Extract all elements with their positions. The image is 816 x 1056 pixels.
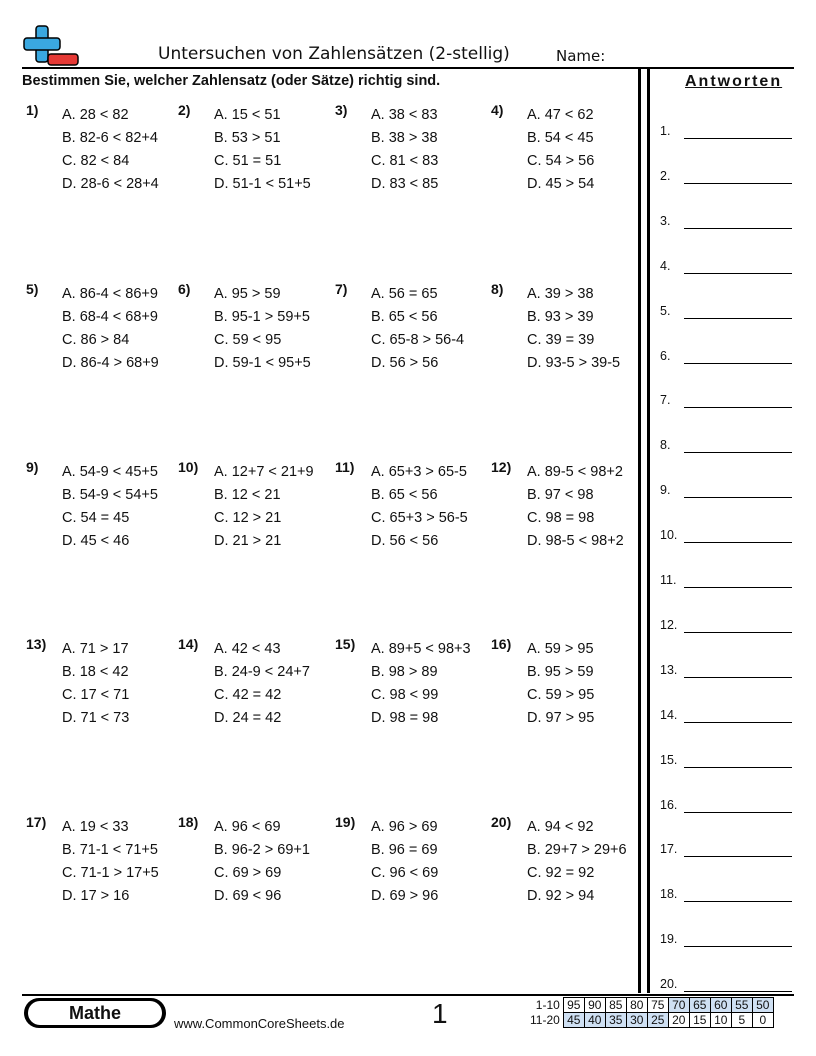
score-cell: 30 bbox=[626, 1013, 647, 1028]
score-row-label: 11-20 bbox=[530, 1013, 560, 1027]
problem-option: D. 28-6 < 28+4 bbox=[62, 176, 159, 192]
answer-row bbox=[660, 124, 792, 144]
problem-option: B. 71-1 < 71+5 bbox=[62, 842, 158, 858]
problem-7 bbox=[335, 281, 485, 377]
problem-option: A. 89+5 < 98+3 bbox=[371, 641, 471, 657]
problem-option: A. 47 < 62 bbox=[527, 107, 594, 123]
answer-number: 3. bbox=[660, 213, 671, 228]
problem-option: C. 59 < 95 bbox=[214, 332, 282, 348]
score-cell: 70 bbox=[668, 998, 689, 1013]
problem-option: B. 29+7 > 29+6 bbox=[527, 842, 627, 858]
problem-option: B. 97 < 98 bbox=[527, 487, 594, 503]
page-title: Untersuchen von Zahlensätzen (2-stellig) bbox=[158, 44, 510, 64]
problem-13 bbox=[26, 636, 176, 732]
problem-option: A. 71 > 17 bbox=[62, 641, 129, 657]
answer-blank[interactable] bbox=[684, 363, 792, 364]
answer-blank[interactable] bbox=[684, 138, 792, 139]
problem-5 bbox=[26, 281, 176, 377]
answer-number: 4. bbox=[660, 258, 671, 273]
answer-row bbox=[660, 663, 792, 683]
problem-option: D. 24 = 42 bbox=[214, 710, 282, 726]
score-cell: 20 bbox=[668, 1013, 689, 1028]
answer-blank[interactable] bbox=[684, 901, 792, 902]
answer-row bbox=[660, 259, 792, 279]
problem-number: 12) bbox=[491, 459, 512, 475]
problem-number: 16) bbox=[491, 636, 512, 652]
answer-row bbox=[660, 438, 792, 458]
problem-option: B. 38 > 38 bbox=[371, 130, 438, 146]
problem-14 bbox=[178, 636, 328, 732]
problem-option: B. 95-1 > 59+5 bbox=[214, 309, 310, 325]
answer-number: 11. bbox=[660, 573, 677, 587]
answer-blank[interactable] bbox=[684, 452, 792, 453]
problem-option: D. 69 < 96 bbox=[214, 888, 282, 904]
answer-blank[interactable] bbox=[684, 991, 792, 992]
problem-option: B. 98 > 89 bbox=[371, 664, 438, 680]
problem-6 bbox=[178, 281, 328, 377]
problem-option: A. 89-5 < 98+2 bbox=[527, 464, 623, 480]
answer-blank[interactable] bbox=[684, 812, 792, 813]
problem-option: A. 56 = 65 bbox=[371, 286, 438, 302]
problem-option: A. 42 < 43 bbox=[214, 641, 281, 657]
answer-row bbox=[660, 708, 792, 728]
problem-option: A. 94 < 92 bbox=[527, 819, 594, 835]
problem-option: B. 93 > 39 bbox=[527, 309, 594, 325]
problem-number: 13) bbox=[26, 636, 47, 652]
problem-option: B. 95 > 59 bbox=[527, 664, 594, 680]
score-cell: 55 bbox=[731, 998, 752, 1013]
problem-number: 20) bbox=[491, 814, 512, 830]
score-cell: 0 bbox=[752, 1013, 773, 1028]
score-cell: 15 bbox=[689, 1013, 710, 1028]
answer-number: 9. bbox=[660, 483, 671, 498]
problem-option: D. 97 > 95 bbox=[527, 710, 595, 726]
answer-row bbox=[660, 573, 792, 593]
problem-option: B. 68-4 < 68+9 bbox=[62, 309, 158, 325]
answer-number: 8. bbox=[660, 438, 671, 453]
problem-option: D. 93-5 > 39-5 bbox=[527, 355, 621, 371]
answer-number: 2. bbox=[660, 168, 671, 183]
score-cell: 85 bbox=[605, 998, 626, 1013]
score-cell: 60 bbox=[710, 998, 731, 1013]
problem-option: B. 65 < 56 bbox=[371, 487, 438, 503]
header-divider bbox=[22, 67, 794, 69]
problem-option: A. 15 < 51 bbox=[214, 107, 281, 123]
problem-9 bbox=[26, 459, 176, 555]
problem-option: D. 45 < 46 bbox=[62, 533, 130, 549]
score-cell: 40 bbox=[584, 1013, 605, 1028]
score-row-label: 1-10 bbox=[535, 998, 560, 1012]
answer-number: 15. bbox=[660, 752, 678, 767]
score-cell: 45 bbox=[563, 1013, 584, 1028]
problem-option: A. 96 > 69 bbox=[371, 819, 438, 835]
problem-12 bbox=[491, 459, 641, 555]
answer-blank[interactable] bbox=[684, 542, 792, 543]
problem-number: 3) bbox=[335, 102, 348, 118]
problem-16 bbox=[491, 636, 641, 732]
problem-option: A. 95 > 59 bbox=[214, 286, 281, 302]
answer-blank[interactable] bbox=[684, 856, 792, 857]
score-cell: 25 bbox=[647, 1013, 668, 1028]
problem-number: 5) bbox=[26, 281, 39, 297]
answer-blank[interactable] bbox=[684, 318, 792, 319]
answer-number: 20. bbox=[660, 977, 678, 992]
instructions: Bestimmen Sie, welcher Zahlensatz (oder Sätze) richtig sind. bbox=[22, 73, 441, 89]
answer-row bbox=[660, 214, 792, 234]
problem-option: A. 86-4 < 86+9 bbox=[62, 286, 158, 302]
score-table bbox=[527, 997, 774, 1028]
problem-number: 11) bbox=[335, 459, 355, 475]
answer-number: 17. bbox=[660, 842, 678, 857]
answer-row bbox=[660, 483, 792, 503]
answer-blank[interactable] bbox=[684, 183, 792, 184]
problem-number: 7) bbox=[335, 281, 348, 297]
problem-option: B. 65 < 56 bbox=[371, 309, 438, 325]
column-divider-right bbox=[647, 67, 650, 993]
problem-number: 6) bbox=[178, 281, 191, 297]
score-cell: 5 bbox=[731, 1013, 752, 1028]
problem-option: B. 53 > 51 bbox=[214, 130, 281, 146]
problem-4 bbox=[491, 102, 641, 198]
problem-20 bbox=[491, 814, 641, 910]
problem-option: C. 54 = 45 bbox=[62, 510, 130, 526]
problem-option: D. 51-1 < 51+5 bbox=[214, 176, 311, 192]
answer-blank[interactable] bbox=[684, 632, 792, 633]
problem-option: D. 83 < 85 bbox=[371, 176, 439, 192]
problem-option: B. 54-9 < 54+5 bbox=[62, 487, 158, 503]
answer-number: 6. bbox=[660, 348, 671, 363]
problem-17 bbox=[26, 814, 176, 910]
score-cell: 80 bbox=[626, 998, 647, 1013]
problem-option: D. 21 > 21 bbox=[214, 533, 282, 549]
problem-option: C. 71-1 > 17+5 bbox=[62, 865, 159, 881]
answer-blank[interactable] bbox=[684, 677, 792, 678]
problem-18 bbox=[178, 814, 328, 910]
problem-10 bbox=[178, 459, 328, 555]
problem-number: 19) bbox=[335, 814, 356, 830]
answer-blank[interactable] bbox=[684, 722, 792, 723]
problem-option: A. 39 > 38 bbox=[527, 286, 594, 302]
problem-option: B. 82-6 < 82+4 bbox=[62, 130, 158, 146]
answer-row bbox=[660, 887, 792, 907]
problem-number: 14) bbox=[178, 636, 199, 652]
answer-row bbox=[660, 753, 792, 773]
problem-option: A. 19 < 33 bbox=[62, 819, 129, 835]
problem-option: C. 96 < 69 bbox=[371, 865, 439, 881]
problem-option: D. 98-5 < 98+2 bbox=[527, 533, 624, 549]
problem-11 bbox=[335, 459, 485, 555]
problem-option: D. 45 > 54 bbox=[527, 176, 595, 192]
answer-row bbox=[660, 798, 792, 818]
problem-option: D. 71 < 73 bbox=[62, 710, 130, 726]
problem-1 bbox=[26, 102, 176, 198]
problem-number: 18) bbox=[178, 814, 199, 830]
problem-option: B. 18 < 42 bbox=[62, 664, 129, 680]
problem-option: C. 54 > 56 bbox=[527, 153, 595, 169]
score-cell: 75 bbox=[647, 998, 668, 1013]
problem-option: C. 69 > 69 bbox=[214, 865, 282, 881]
problem-option: C. 59 > 95 bbox=[527, 687, 595, 703]
problem-option: C. 92 = 92 bbox=[527, 865, 595, 881]
problem-8 bbox=[491, 281, 641, 377]
answer-blank[interactable] bbox=[684, 497, 792, 498]
problem-19 bbox=[335, 814, 485, 910]
problem-option: A. 59 > 95 bbox=[527, 641, 594, 657]
score-cell: 90 bbox=[584, 998, 605, 1013]
answer-number: 16. bbox=[660, 797, 678, 812]
score-cell: 95 bbox=[563, 998, 584, 1013]
problem-option: B. 96 = 69 bbox=[371, 842, 438, 858]
problem-number: 4) bbox=[491, 102, 504, 118]
problem-option: C. 17 < 71 bbox=[62, 687, 130, 703]
answer-blank[interactable] bbox=[684, 273, 792, 274]
score-cell: 10 bbox=[710, 1013, 731, 1028]
problem-option: B. 24-9 < 24+7 bbox=[214, 664, 310, 680]
problem-option: B. 54 < 45 bbox=[527, 130, 594, 146]
answer-row bbox=[660, 169, 792, 189]
problem-option: D. 56 > 56 bbox=[371, 355, 439, 371]
answer-row bbox=[660, 842, 792, 862]
problem-number: 1) bbox=[26, 102, 39, 118]
page-number: 1 bbox=[432, 998, 448, 1029]
answer-number: 14. bbox=[660, 707, 678, 722]
problem-number: 8) bbox=[491, 281, 504, 297]
logo-plus-minus-icon bbox=[22, 24, 82, 68]
answer-number: 10. bbox=[660, 528, 678, 543]
problem-option: C. 42 = 42 bbox=[214, 687, 282, 703]
score-row bbox=[527, 1013, 773, 1028]
problem-option: C. 98 = 98 bbox=[527, 510, 595, 526]
problem-option: C. 65+3 > 56-5 bbox=[371, 510, 468, 526]
problem-option: C. 81 < 83 bbox=[371, 153, 439, 169]
problem-option: A. 96 < 69 bbox=[214, 819, 281, 835]
problem-option: C. 39 = 39 bbox=[527, 332, 595, 348]
problem-option: A. 12+7 < 21+9 bbox=[214, 464, 314, 480]
score-cell: 65 bbox=[689, 998, 710, 1013]
answer-row bbox=[660, 932, 792, 952]
problem-option: D. 56 < 56 bbox=[371, 533, 439, 549]
problem-number: 2) bbox=[178, 102, 191, 118]
answer-row bbox=[660, 528, 792, 548]
problem-option: C. 51 = 51 bbox=[214, 153, 282, 169]
problem-option: D. 69 > 96 bbox=[371, 888, 439, 904]
score-row bbox=[527, 998, 773, 1013]
answer-number: 1. bbox=[660, 124, 671, 138]
problem-3 bbox=[335, 102, 485, 198]
problem-2 bbox=[178, 102, 328, 198]
answer-number: 19. bbox=[660, 932, 678, 947]
problem-option: A. 38 < 83 bbox=[371, 107, 438, 123]
subject-badge bbox=[24, 998, 166, 1028]
problem-option: A. 54-9 < 45+5 bbox=[62, 464, 158, 480]
answer-row bbox=[660, 349, 792, 369]
problem-option: D. 86-4 > 68+9 bbox=[62, 355, 159, 371]
problem-number: 17) bbox=[26, 814, 47, 830]
answer-number: 13. bbox=[660, 662, 678, 677]
name-label: Name: bbox=[556, 47, 606, 65]
problem-option: C. 98 < 99 bbox=[371, 687, 439, 703]
answer-blank[interactable] bbox=[684, 767, 792, 768]
score-cell: 35 bbox=[605, 1013, 626, 1028]
problem-option: A. 28 < 82 bbox=[62, 107, 129, 123]
problem-option: A. 65+3 > 65-5 bbox=[371, 464, 467, 480]
answer-row bbox=[660, 393, 792, 413]
answer-row bbox=[660, 304, 792, 324]
problem-option: D. 17 > 16 bbox=[62, 888, 130, 904]
answers-title: Antworten bbox=[685, 73, 783, 90]
answer-number: 12. bbox=[660, 617, 678, 632]
problem-option: B. 96-2 > 69+1 bbox=[214, 842, 310, 858]
answer-number: 18. bbox=[660, 887, 678, 902]
problem-number: 9) bbox=[26, 459, 39, 475]
answer-row bbox=[660, 618, 792, 638]
subject-label: Mathe bbox=[28, 1001, 162, 1025]
problem-option: C. 82 < 84 bbox=[62, 153, 130, 169]
problem-15 bbox=[335, 636, 485, 732]
score-cell: 50 bbox=[752, 998, 773, 1013]
website-link[interactable]: www.CommonCoreSheets.de bbox=[174, 1016, 345, 1031]
answer-blank[interactable] bbox=[684, 587, 792, 588]
problem-option: C. 12 > 21 bbox=[214, 510, 282, 526]
answer-number: 7. bbox=[660, 393, 671, 408]
problem-option: D. 98 = 98 bbox=[371, 710, 439, 726]
answer-blank[interactable] bbox=[684, 946, 792, 947]
answer-number: 5. bbox=[660, 303, 671, 318]
problem-option: D. 92 > 94 bbox=[527, 888, 595, 904]
problem-option: C. 86 > 84 bbox=[62, 332, 130, 348]
problem-number: 10) bbox=[178, 459, 199, 475]
problem-option: B. 12 < 21 bbox=[214, 487, 281, 503]
answer-blank[interactable] bbox=[684, 407, 792, 408]
answer-blank[interactable] bbox=[684, 228, 792, 229]
problem-option: D. 59-1 < 95+5 bbox=[214, 355, 311, 371]
problem-option: C. 65-8 > 56-4 bbox=[371, 332, 465, 348]
footer-divider bbox=[22, 994, 794, 996]
problem-number: 15) bbox=[335, 636, 356, 652]
